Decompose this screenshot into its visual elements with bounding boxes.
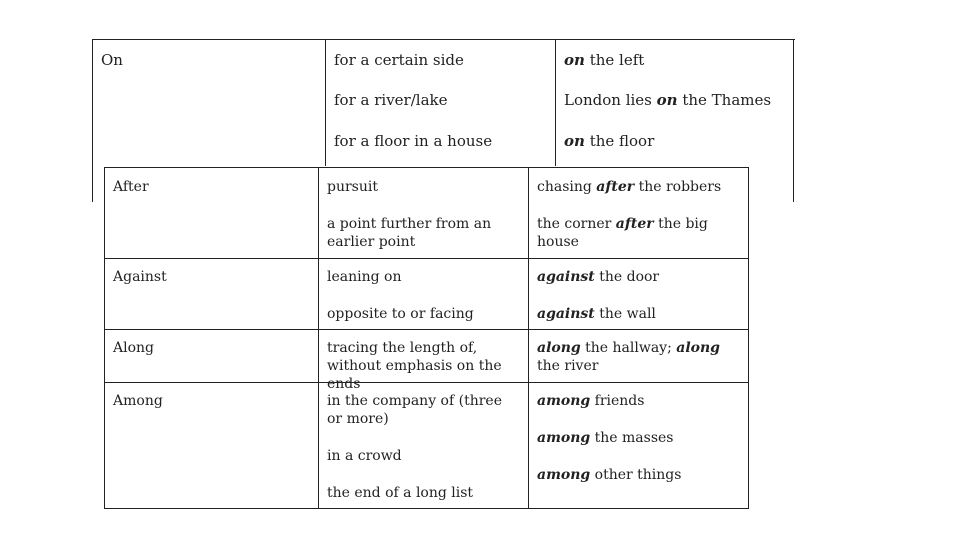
after-example-1: chasing after the robbers — [537, 179, 722, 195]
term-along: Along — [113, 340, 154, 356]
term-after: After — [113, 179, 149, 195]
top-term-on: On — [101, 51, 123, 69]
among-meaning-1: in the company of (three or more) — [327, 393, 502, 427]
top-meaning-2: for a river/lake — [334, 91, 448, 109]
among-example-3: among other things — [537, 467, 682, 483]
front-table-border-top — [104, 167, 749, 168]
top-table-border-top — [92, 39, 795, 40]
front-table-col-divider-1 — [318, 167, 319, 509]
against-example-2: against the wall — [537, 306, 656, 322]
top-example-1: on the left — [564, 51, 645, 69]
front-table-border-bottom — [104, 508, 749, 509]
front-table-row-divider-2 — [104, 329, 749, 330]
top-table-divider-2 — [555, 39, 556, 166]
top-example-3: on the floor — [564, 132, 655, 150]
top-table-divider-1 — [325, 39, 326, 166]
top-meaning-3: for a floor in a house — [334, 132, 493, 150]
along-example-1: along the hallway; along the river — [537, 340, 720, 374]
against-meaning-1: leaning on — [327, 269, 402, 285]
after-meaning-1: pursuit — [327, 179, 378, 195]
along-meaning-1: tracing the length of, without emphasis on the ends — [327, 340, 502, 392]
among-example-1: among friends — [537, 393, 645, 409]
top-meaning-1: for a certain side — [334, 51, 464, 69]
top-table-border-right — [793, 39, 794, 202]
against-example-1: against the door — [537, 269, 660, 285]
against-meaning-2: opposite to or facing — [327, 306, 474, 322]
front-table-col-divider-2 — [528, 167, 529, 509]
top-table-border-left — [92, 39, 93, 202]
among-meaning-2: in a crowd — [327, 448, 402, 464]
front-table-border-right — [748, 167, 749, 509]
among-meaning-3: the end of a long list — [327, 485, 474, 501]
among-example-2: among the masses — [537, 430, 674, 446]
term-among: Among — [113, 393, 163, 409]
after-example-2: the corner after the big house — [537, 216, 708, 250]
top-example-2: London lies on the Thames — [564, 91, 772, 109]
term-against: Against — [113, 269, 167, 285]
front-table-row-divider-1 — [104, 258, 749, 259]
front-table-border-left — [104, 167, 105, 509]
after-meaning-2: a point further from an earlier point — [327, 216, 492, 250]
